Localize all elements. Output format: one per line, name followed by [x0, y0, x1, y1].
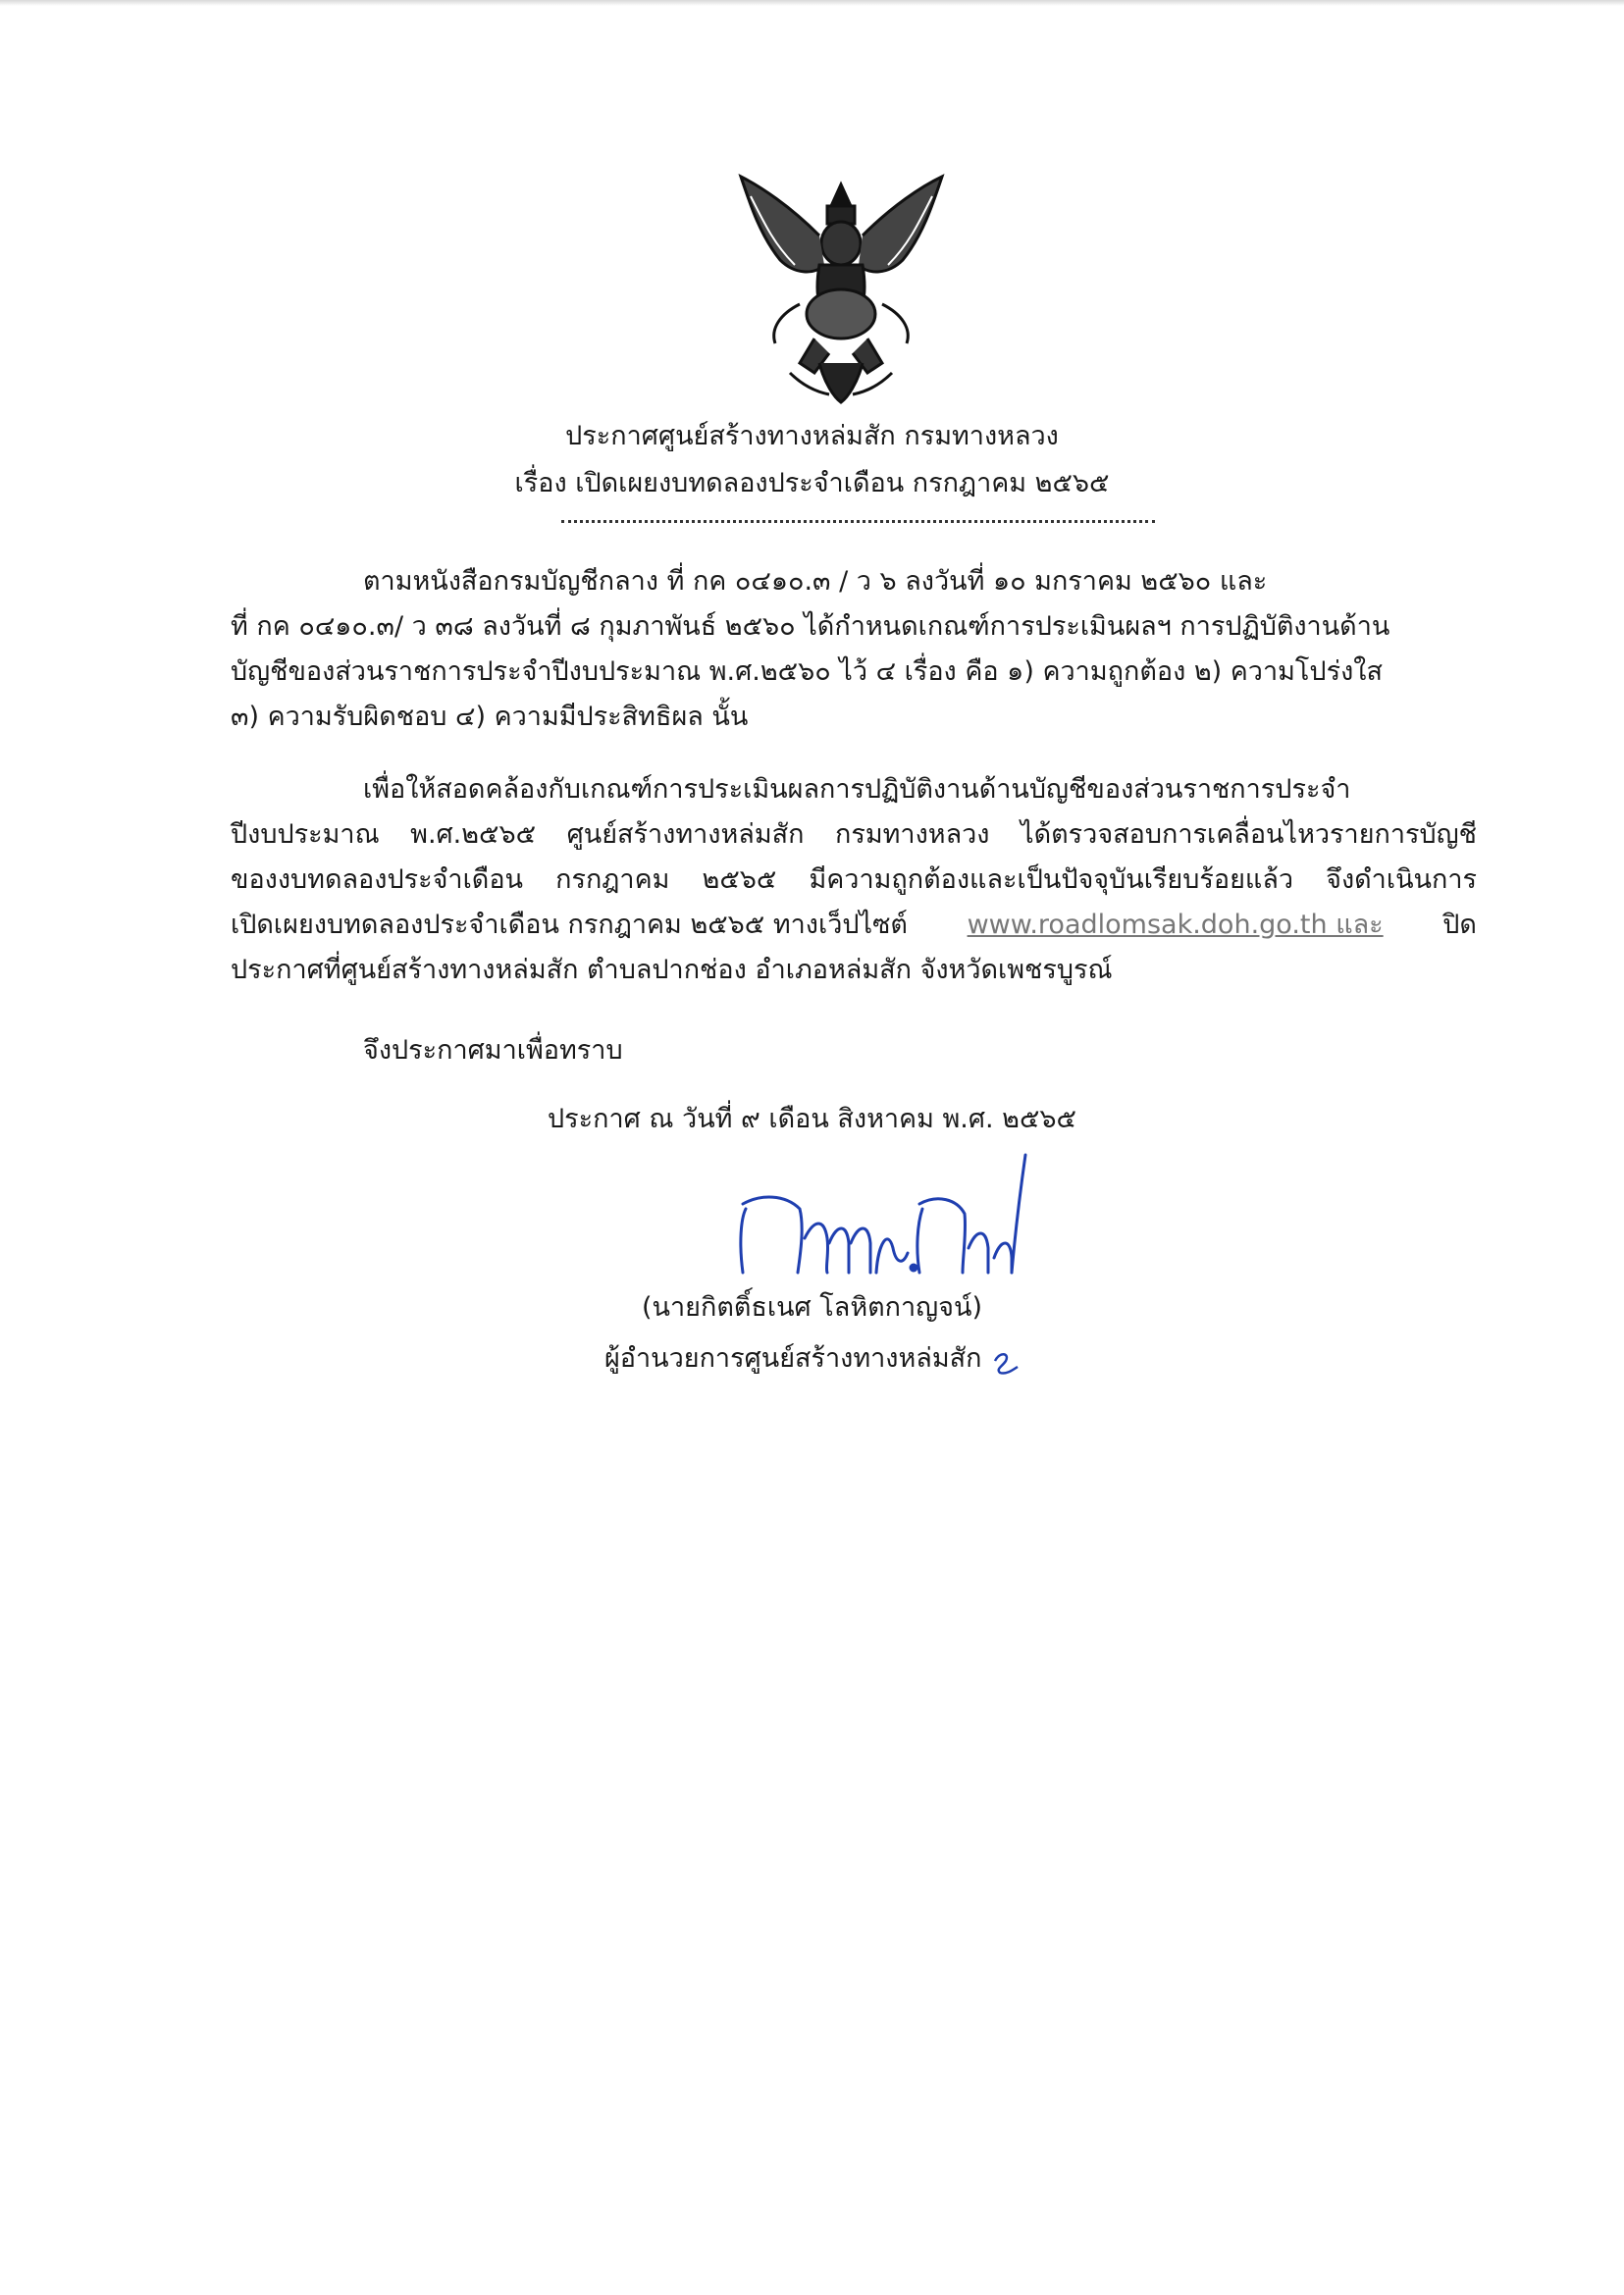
- paragraph-line: ๓) ความรับผิดชอบ ๔) ความมีประสิทธิผล นั้น: [231, 702, 749, 732]
- paragraph-text: เปิดเผยงบทดลองประจำเดือน กรกฎาคม ๒๕๖๕ ทางเว็ปไซต์: [231, 910, 908, 940]
- scan-edge: [0, 0, 1624, 6]
- announcement-date: ประกาศ ณ วันที่ ๙ เดือน สิงหาคม พ.ศ. ๒๕๖๕: [548, 1104, 1076, 1134]
- dotted-divider: [561, 520, 1155, 523]
- closing-statement: จึงประกาศมาเพื่อทราบ: [363, 1035, 623, 1066]
- handwritten-signature: [731, 1150, 1035, 1287]
- announcement-title: ประกาศศูนย์สร้างทางหล่มสัก กรมทางหลวง: [565, 421, 1059, 451]
- signer-name: (นายกิตติ์ธเนศ โลหิตกาญจน์): [642, 1292, 982, 1323]
- paragraph-line: ที่ กค ๐๔๑๐.๓/ ว ๓๘ ลงวันที่ ๘ กุมภาพันธ์ ๒๕๖๐ ได้กำหนดเกณฑ์การประเมินผลฯ การปฏิบัติงานด้าน: [231, 611, 1390, 642]
- paragraph-line: ปีงบประมาณ พ.ศ.๒๕๖๕ ศูนย์สร้างทางหล่มสัก กรมทางหลวง ได้ตรวจสอบการเคลื่อนไหวรายการบัญชี: [231, 819, 1477, 850]
- signer-position: [0, 1336, 1624, 1379]
- paragraph-text: ปิด: [1442, 910, 1477, 940]
- paragraph-reference: [231, 559, 1477, 740]
- paragraph-line-website: [231, 903, 1477, 948]
- signer-position-text: ผู้อำนวยการศูนย์สร้างทางหล่มสัก: [603, 1343, 982, 1374]
- paragraph-line: ของงบทดลองประจำเดือน กรกฎาคม ๒๕๖๕ มีความถูกต้องและเป็นปัจจุบันเรียบร้อยแล้ว จึงดำเนินการ: [231, 864, 1477, 895]
- paragraph-disclosure: [231, 767, 1477, 993]
- handwritten-initial: [990, 1349, 1020, 1377]
- website-link[interactable]: www.roadlomsak.doh.go.th และ: [967, 910, 1384, 940]
- paragraph-line: ตามหนังสือกรมบัญชีกลาง ที่ กค ๐๔๑๐.๓ / ว ๖ ลงวันที่ ๑๐ มกราคม ๒๕๖๐ และ: [363, 566, 1268, 597]
- paragraph-line: บัญชีของส่วนราชการประจำปีงบประมาณ พ.ศ.๒๕๖๐ ไว้ ๔ เรื่อง คือ ๑) ความถูกต้อง ๒) ความโปร่งใส: [231, 656, 1383, 687]
- paragraph-line: ประกาศที่ศูนย์สร้างทางหล่มสัก ตำบลปากช่อง อำเภอหล่มสัก จังหวัดเพชรบูรณ์: [231, 955, 1113, 985]
- announcement-subject: เรื่อง เปิดเผยงบทดลองประจำเดือน กรกฎาคม ๒๕๖๕: [514, 468, 1110, 498]
- paragraph-line: เพื่อให้สอดคล้องกับเกณฑ์การประเมินผลการปฏิบัติงานด้านบัญชีของส่วนราชการประจำ: [363, 774, 1351, 805]
- garuda-emblem-icon: [721, 167, 962, 407]
